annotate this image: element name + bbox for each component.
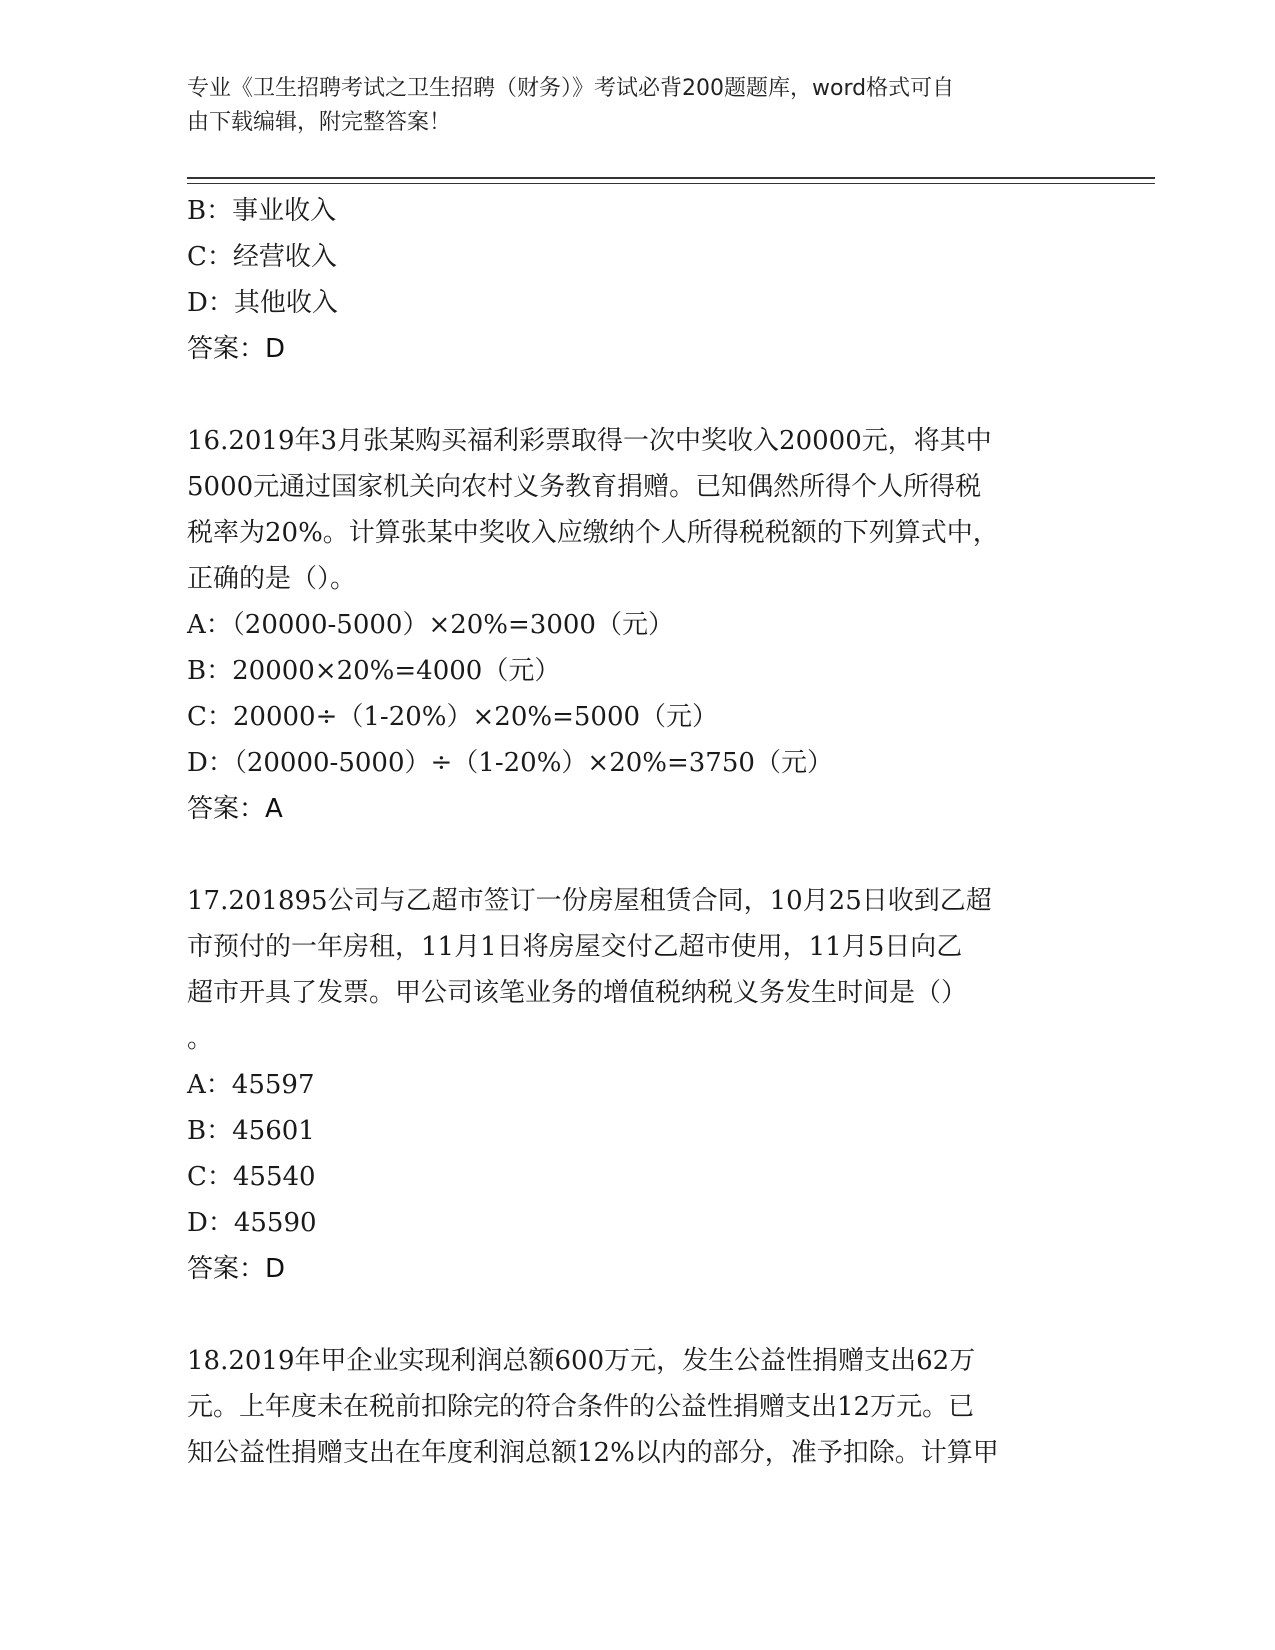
header-divider-thin <box>187 183 1155 184</box>
question-18-block <box>187 1338 1087 1476</box>
spacer <box>187 1292 1087 1338</box>
question-16-block <box>187 418 1087 832</box>
question-stem-line: 元。上年度未在税前扣除完的符合条件的公益性捐赠支出12万元。已 <box>187 1392 975 1422</box>
question-stem-line: 超市开具了发票。甲公司该笔业务的增值税纳税义务发生时间是（） <box>187 978 968 1008</box>
document-header <box>187 72 1067 140</box>
answer-line: 答案：A <box>187 794 283 824</box>
answer-line: 答案：D <box>187 334 286 364</box>
option-a: A：45597 <box>187 1070 315 1100</box>
answer-line: 答案：D <box>187 1254 286 1284</box>
question-17-block <box>187 878 1087 1292</box>
spacer <box>187 832 1087 878</box>
option-b: B：事业收入 <box>187 196 337 226</box>
question-stem-line: 知公益性捐赠支出在年度利润总额12%以内的部分，准予扣除。计算甲 <box>187 1438 999 1468</box>
header-line-1: 专业《卫生招聘考试之卫生招聘（财务）》考试必背200题题库，word格式可自 <box>187 76 955 101</box>
option-d: D：45590 <box>187 1208 317 1238</box>
question-stem-line: 5000元通过国家机关向农村义务教育捐赠。已知偶然所得个人所得税 <box>187 472 982 502</box>
question-stem-line: 。 <box>187 1024 214 1054</box>
question-content <box>187 188 1087 1476</box>
option-d: D：（20000-5000）÷（1-20%）×20%=3750（元） <box>187 748 833 778</box>
question-stem-line: 市预付的一年房租，11月1日将房屋交付乙超市使用，11月5日向乙 <box>187 932 963 962</box>
spacer <box>187 372 1087 418</box>
header-line-2: 由下载编辑，附完整答案！ <box>187 110 452 135</box>
question-stem-line: 17.201895公司与乙超市签订一份房屋租赁合同，10月25日收到乙超 <box>187 886 992 916</box>
question-15-block <box>187 188 1087 372</box>
option-b: B：45601 <box>187 1116 315 1146</box>
option-a: A：（20000-5000）×20%=3000（元） <box>187 610 674 640</box>
option-b: B：20000×20%=4000（元） <box>187 656 561 686</box>
option-c: C：45540 <box>187 1162 316 1192</box>
option-c: C：经营收入 <box>187 242 337 272</box>
option-d: D：其他收入 <box>187 288 338 318</box>
question-stem-line: 18.2019年甲企业实现利润总额600万元，发生公益性捐赠支出62万 <box>187 1346 976 1376</box>
question-stem-line: 正确的是（）。 <box>187 564 357 594</box>
question-stem-line: 税率为20%。计算张某中奖收入应缴纳个人所得税税额的下列算式中， <box>187 518 999 548</box>
option-c: C：20000÷（1-20%）×20%=5000（元） <box>187 702 719 732</box>
question-stem-line: 16.2019年3月张某购买福利彩票取得一次中奖收入20000元，将其中 <box>187 426 992 456</box>
header-divider-thick <box>187 177 1155 179</box>
